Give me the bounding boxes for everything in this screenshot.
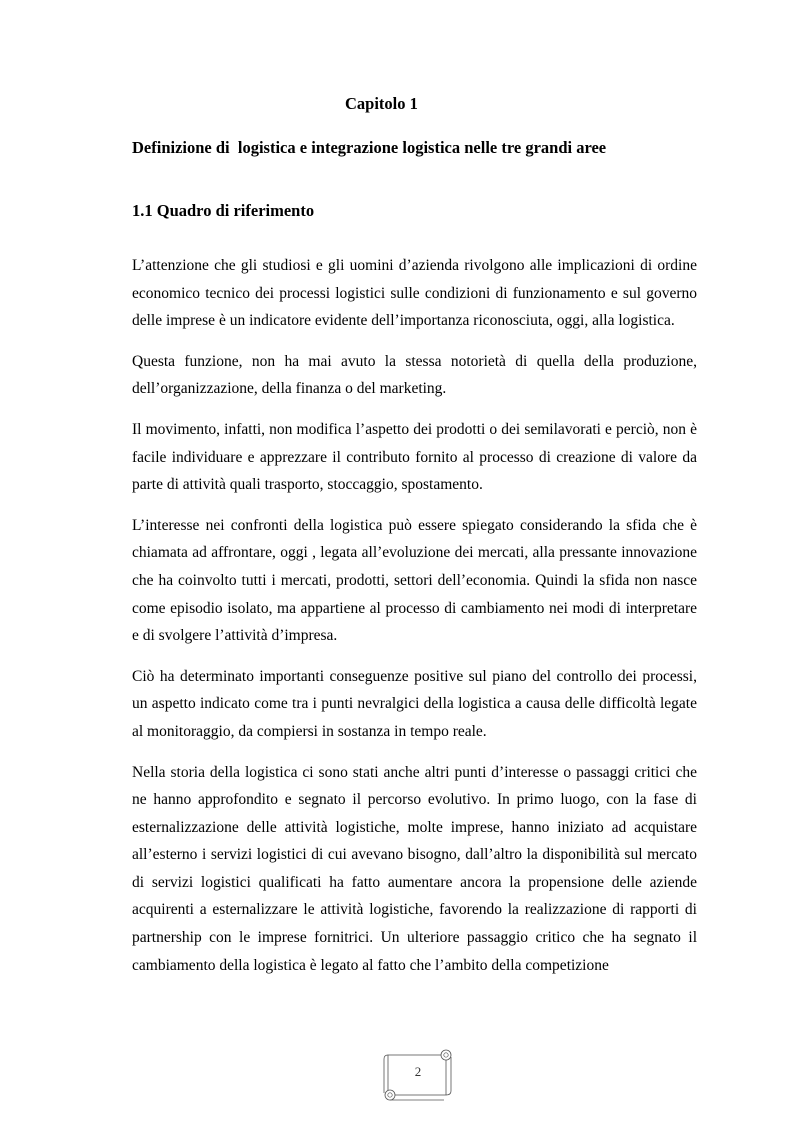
paragraph-4: L’interesse nei confronti della logistica può essere spiegato considerando la sfida che è chiamata ad affrontare, oggi , legata all’evoluzione dei mercati, alla pressante innovazione che ha coinvolto tutti i mercati, prodotti, settori dell’economia. Quindi la sfida non nasce come episodio isolato, ma appartiene al processo di cambiamento nei modi di interpretare e di svolgere l’attività d’impresa. — [132, 516, 697, 645]
paragraph-2: Questa funzione, non ha mai avuto la stessa notorietà di quella della produzione, dell’organizzazione, della finanza o del marketing. — [132, 352, 697, 398]
section-heading: 1.1 Quadro di riferimento — [132, 201, 315, 220]
paragraph-3: Il movimento, infatti, non modifica l’aspetto dei prodotti o dei semilavorati e perciò, non è facile individuare e apprezzare il contributo fornito al processo di creazione di valore da parte di attività quali trasporto, stoccaggio, spostamento. — [132, 420, 697, 494]
page-number: 2 — [414, 1064, 422, 1079]
paragraph-6: Nella storia della logistica ci sono stati anche altri punti d’interesse o passaggi critici che ne hanno approfondito e segnato il percorso evolutivo. In primo luogo, con la fase di esternalizzazione delle attività logistiche, molte imprese, hanno iniziato ad acquistare all’esterno i servizi logistici di cui avevano bisogno, dall’altro la disponibilità sul mercato di servizi logistici qualificati ha fatto aumentare ancora la propensione delle aziende acquirenti a esternalizzare le attività logistiche, favorendo la realizzazione di rapporti di partnership con le imprese fornitrici. Un ulteriore passaggio critico che ha segnato il cambiamento della logistica è legato al fatto che l’ambito della competizione — [132, 763, 697, 974]
chapter-title: Definizione di logistica e integrazione logistica nelle tre grandi aree — [132, 138, 607, 157]
body-text — [132, 252, 697, 992]
paragraph-1: L’attenzione che gli studiosi e gli uomini d’azienda rivolgono alle implicazioni di ordine economico tecnico dei processi logistici sulle condizioni di funzionamento e sul governo delle imprese è un indicatore evidente dell’importanza riconosciuta, oggi, alla logistica. — [132, 257, 697, 330]
chapter-label: Capitolo 1 — [345, 94, 418, 113]
paragraph-5: Ciò ha determinato importanti conseguenze positive sul piano del controllo dei processi, un aspetto indicato come tra i punti nevralgici della logistica a causa delle difficoltà legate al monitoraggio, da compiersi in sostanza in tempo reale. — [132, 667, 697, 740]
